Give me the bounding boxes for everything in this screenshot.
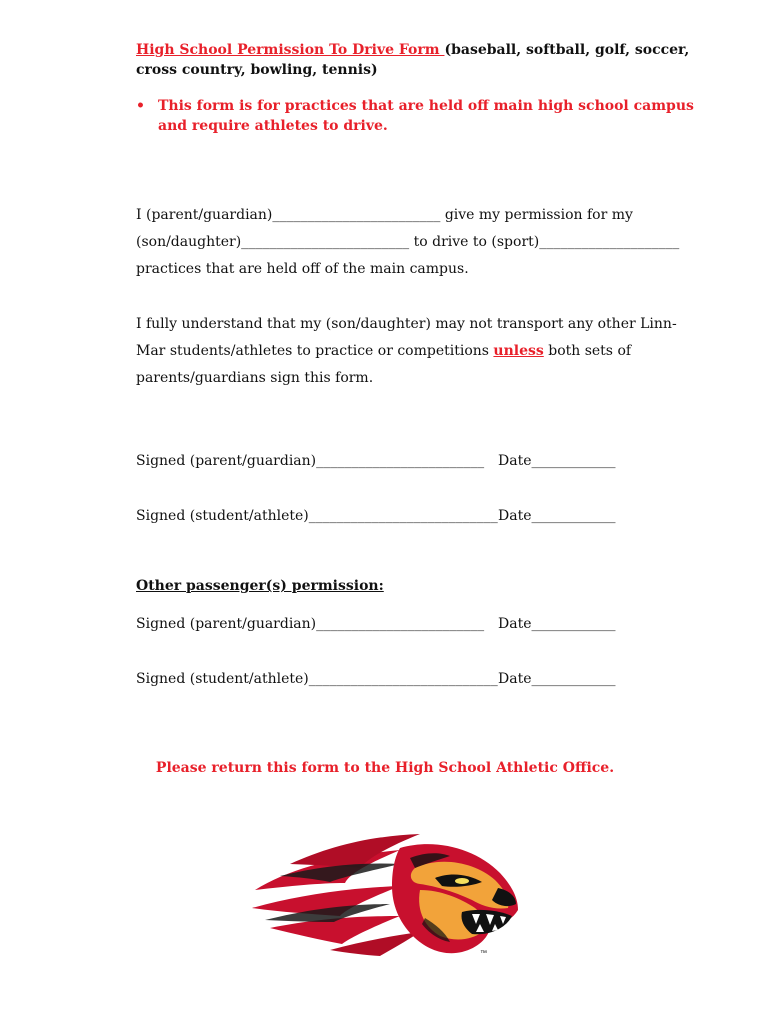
bullet-icon: • [136,98,145,114]
other-parent-date-line[interactable]: Date____________ [498,616,616,632]
offsite-note-text: This form is for practices that are held off main high school campus and require athletes to drive. [158,98,694,134]
form-title-main: High School Permission To Drive Form [136,42,445,58]
permission-line-1: I (parent/guardian)________________________ give my permission for my [136,207,633,223]
understanding-text-after: both sets of parents/guardians sign this form. [136,343,632,386]
understanding-paragraph [136,311,696,392]
understanding-text-before: I fully understand that my (son/daughter) may not transport any other Linn-Mar students/athletes to practice or competitions [136,316,677,359]
permission-line-2: (son/daughter)________________________ to drive to (sport)____________________ [136,234,680,250]
student-signature-line[interactable]: Signed (student/athlete)___________________________ [136,508,498,524]
permission-line-3: practices that are held off of the main campus. [136,261,469,277]
lion-mascot-icon [250,828,525,958]
other-student-signature-line[interactable]: Signed (student/athlete)___________________________ [136,671,498,687]
form-title [136,40,696,80]
form-title-sports: (baseball, softball, golf, soccer, cross country, bowling, tennis) [136,42,690,78]
return-instruction: Please return this form to the High School Athletic Office. [155,760,615,776]
other-passengers-heading: Other passenger(s) permission: [136,578,384,594]
other-student-date-line[interactable]: Date____________ [498,671,616,687]
parent-signature-line[interactable]: Signed (parent/guardian)________________________ [136,453,485,469]
other-parent-signature-line[interactable]: Signed (parent/guardian)________________________ [136,616,485,632]
trademark-mark: ™ [480,950,487,957]
offsite-note [136,96,696,136]
parent-date-line[interactable]: Date____________ [498,453,616,469]
permission-paragraph [136,202,696,283]
student-date-line[interactable]: Date____________ [498,508,616,524]
unless-emphasis: unless [493,343,544,359]
